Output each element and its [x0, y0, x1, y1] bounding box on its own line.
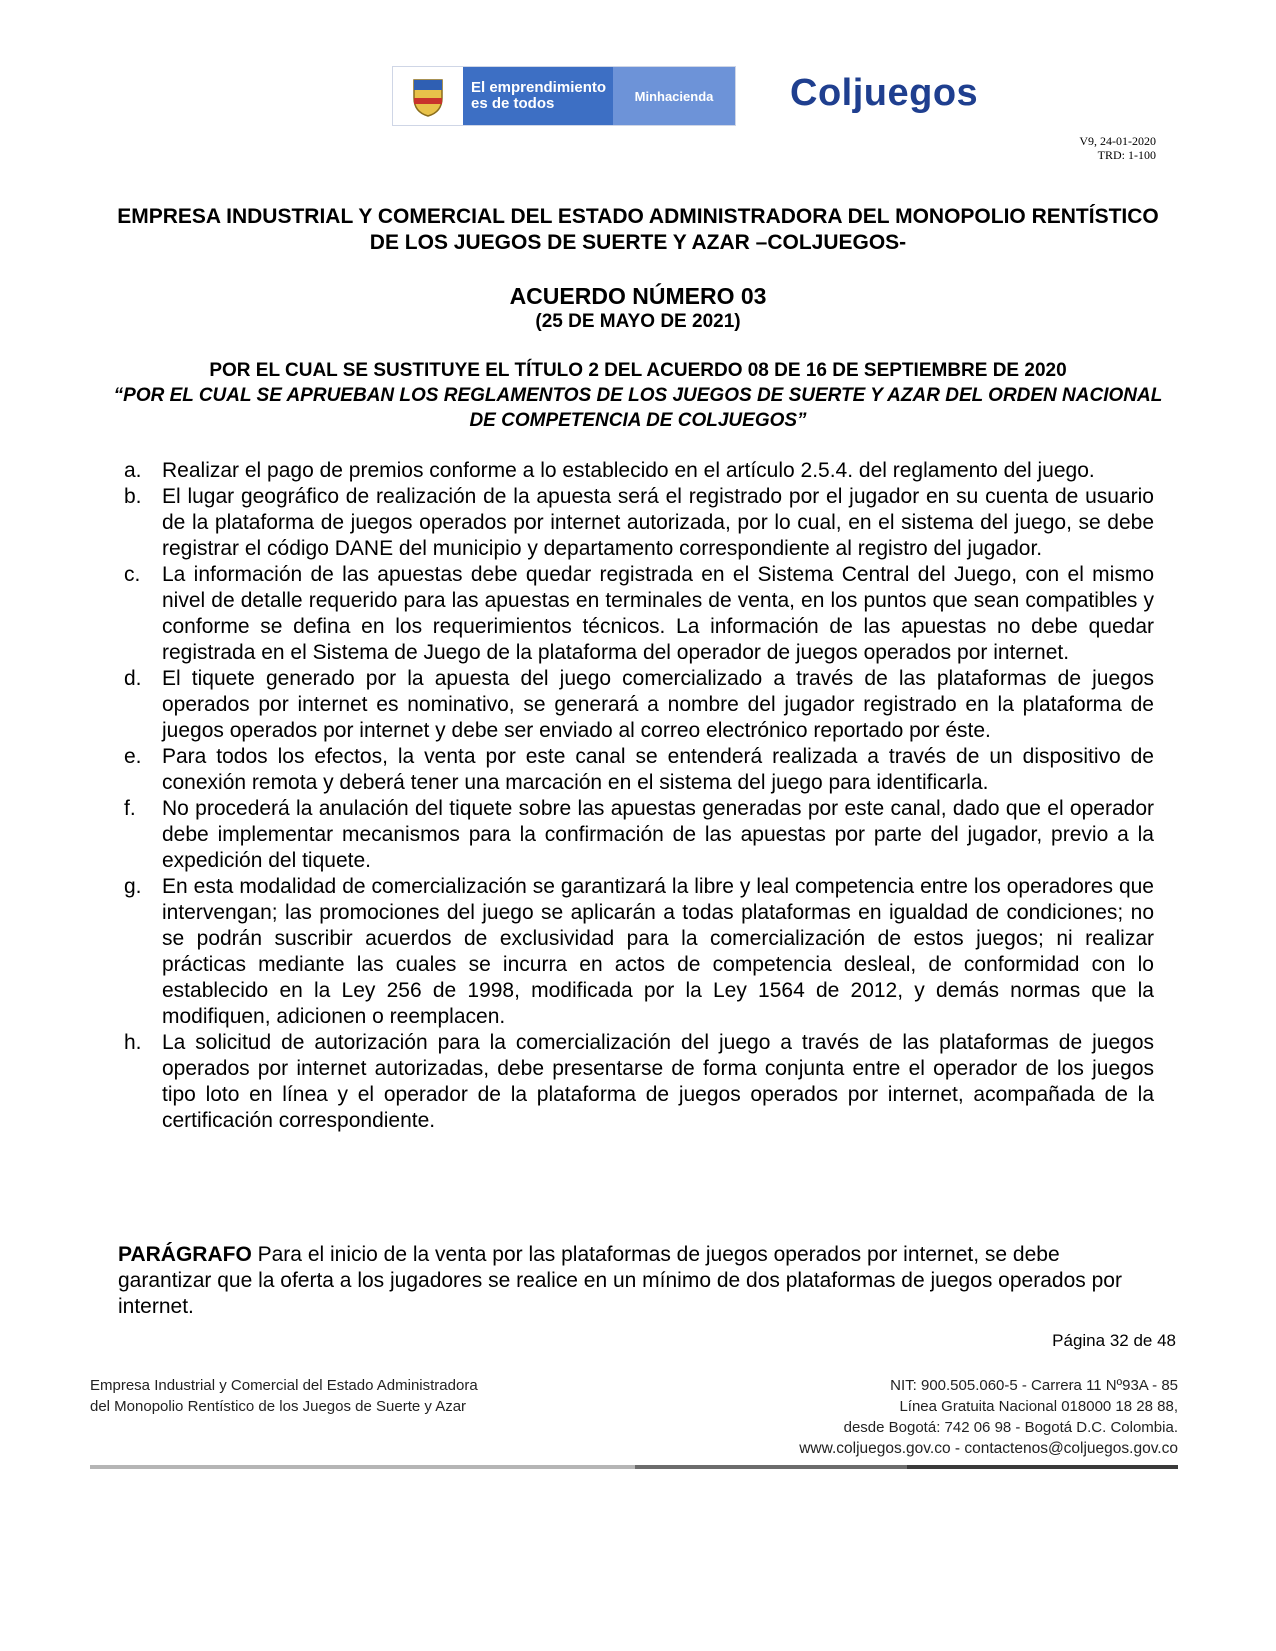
footer-entity: [90, 1375, 478, 1417]
version-info: [1079, 134, 1156, 162]
paragraph-text: Para el inicio de la venta por las plataformas de juegos operados por internet, se debe garantizar que la oferta a los jugadores se realice en un mínimo de dos plataformas de juegos operados por internet.: [118, 1243, 1122, 1318]
agreement-number: ACUERDO NÚMERO 03: [509, 283, 767, 309]
logo-ministry: Minhacienda: [613, 67, 735, 125]
list-item: [120, 796, 1154, 874]
brand-logo: [790, 72, 978, 115]
list-item: [120, 744, 1154, 796]
list-marker: c.: [124, 563, 141, 586]
list-item-text: Para todos los efectos, la venta por este canal se entenderá realizada a través de un dispositivo de conexión remota y deberá tener una marcación en el sistema del juego para identificarla.: [162, 745, 1154, 794]
paragraph-note: [118, 1242, 1158, 1320]
page-number: Página 32 de 48: [1052, 1331, 1176, 1350]
list-item-text: En esta modalidad de comercialización se garantizará la libre y leal competencia entre los operadores que intervengan; las promociones del juego se aplicarán a todas plataformas en igualdad de condiciones; no se podrán suscribir acuerdos de exclusividad para la comercialización de estos juegos; ni realizar prácticas mediante las cuales se incurra en actos de competencia desleal, de conformidad con lo establecido en la Ley 256 de 1998, modificada por la Ley 1564 de 2012, y demás normas que la modifiquen, adicionen o reemplacen.: [162, 875, 1154, 1028]
logo-slogan: El emprendimiento es de todos: [463, 67, 613, 125]
list-item-text: La información de las apuestas debe quedar registrada en el Sistema Central del Juego, con el mismo nivel de detalle requerido para las apuestas en terminales de venta, en los puntos que sean compatibles y conforme se defina en los requerimientos técnicos. La información de las apuestas no debe quedar registrada en el Sistema de Juego de la plataforma del operador de juegos operados por internet.: [162, 563, 1154, 664]
agreement-subject: [100, 358, 1176, 433]
footer-bogota: desde Bogotá: 742 06 98 - Bogotá D.C. Colombia.: [843, 1419, 1178, 1436]
list-marker: b.: [124, 485, 142, 508]
subject-quote: “POR EL CUAL SE APRUEBAN LOS REGLAMENTOS DE LOS JUEGOS DE SUERTE Y AZAR DEL ORDEN NACIONAL DE COMPETENCIA DE COLJUEGOS”: [113, 385, 1163, 431]
list-item-text: No procederá la anulación del tiquete sobre las apuestas generadas por este canal, dado que el operador debe implementar mecanismos para la confirmación de las apuestas por parte del jugador, previo a la expedición del tiquete.: [162, 797, 1154, 872]
brand-name: Coljuegos: [790, 72, 979, 114]
list-item-text: La solicitud de autorización para la comercialización del juego a través de las plataformas de juegos operados por internet autorizadas, debe presentarse de forma conjunta entre el operador de los juegos tipo loto en línea y el operador de la plataforma de juegos operados por internet, acompañada de la certificación correspondiente.: [162, 1031, 1154, 1132]
list-marker: e.: [124, 745, 142, 768]
list-item: [120, 458, 1154, 484]
footer-contact: [799, 1375, 1178, 1459]
list-marker: d.: [124, 667, 142, 690]
list-item: [120, 666, 1154, 744]
government-logo: [392, 66, 736, 126]
list-item-text: El tiquete generado por la apuesta del juego comercializado a través de las plataformas de juegos operados por internet es nominativo, se generará a nombre del jugador registrado en la plataforma de juegos operados por internet y debe ser enviado al correo electrónico reportado por éste.: [162, 667, 1154, 742]
list-item-text: Realizar el pago de premios conforme a lo establecido en el artículo 2.5.4. del reglamento del juego.: [162, 459, 1095, 482]
list-item-text: El lugar geográfico de realización de la apuesta será el registrado por el jugador en su cuenta de usuario de la plataforma de juegos operados por internet autorizada, por lo cual, en el sistema del juego, se debe registrar el código DANE del municipio y departamento correspondiente al registro del jugador.: [162, 485, 1154, 560]
trd-code: TRD: 1-100: [1097, 148, 1156, 162]
coat-of-arms-icon: [393, 67, 463, 125]
footer-phone: Línea Gratuita Nacional 018000 18 28 88,: [899, 1398, 1178, 1415]
footer-nit: NIT: 900.505.060-5 - Carrera 11 Nº93A - 85: [890, 1377, 1178, 1394]
footer-entity-line: Empresa Industrial y Comercial del Estado Administradora: [90, 1377, 478, 1394]
footer-divider: [90, 1465, 1178, 1469]
paragraph-label: PARÁGRAFO: [118, 1243, 252, 1266]
list-item: [120, 1030, 1154, 1134]
list-marker: a.: [124, 459, 142, 482]
subject-line: POR EL CUAL SE SUSTITUYE EL TÍTULO 2 DEL ACUERDO 08 DE 16 DE SEPTIEMBRE DE 2020: [209, 360, 1067, 381]
version-date: V9, 24-01-2020: [1079, 134, 1156, 148]
agreement-date: (25 DE MAYO DE 2021): [535, 311, 741, 332]
list-item: [120, 484, 1154, 562]
list-marker: f.: [124, 797, 136, 820]
list-marker: g.: [124, 875, 142, 898]
footer-web-email: www.coljuegos.gov.co - contactenos@coljuegos.gov.co: [799, 1440, 1178, 1457]
list-item: [120, 562, 1154, 666]
list-item: [120, 874, 1154, 1030]
requirements-list: [120, 458, 1154, 1134]
entity-title: EMPRESA INDUSTRIAL Y COMERCIAL DEL ESTADO ADMINISTRADORA DEL MONOPOLIO RENTÍSTICO DE LOS JUEGOS DE SUERTE Y AZAR –COLJUEGOS-: [117, 205, 1159, 254]
list-marker: h.: [124, 1031, 142, 1054]
footer-entity-line: del Monopolio Rentístico de los Juegos de Suerte y Azar: [90, 1398, 467, 1415]
